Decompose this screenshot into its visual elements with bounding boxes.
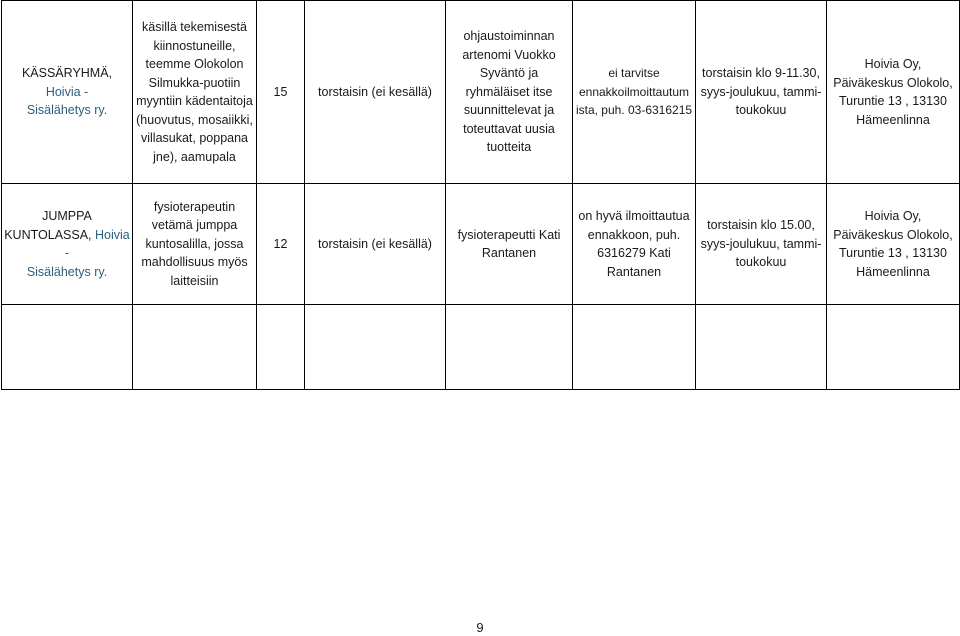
schedule-cell: torstaisin (ei kesällä) [305,1,446,184]
empty-cell [305,305,446,390]
organizer-link[interactable]: Sisälähetys ry. [26,103,108,118]
registration-cell: ei tarvitse ennakkoilmoittautum ista, puh. 03-6316215 [573,1,696,184]
description-cell: käsillä tekemisestä kiinnostuneille, teemme Olokolon Silmukka-puotiin myyntiin kädentaitoja (huovutus, mosaiikki, villasukat, poppana jne), aamupala [133,1,257,184]
organizer-link[interactable]: Sisälähetys ry. [26,264,108,279]
location-cell: Hoivia Oy, Päiväkeskus Olokolo, Turuntie 13 , 13130 Hämeenlinna [827,184,960,305]
empty-cell [257,305,305,390]
organizer-link[interactable]: Hoivia - [45,84,89,99]
leader-cell: ohjaustoiminnan artenomi Vuokko Syväntö ja ryhmäläiset itse suunnittelevat ja toteuttavat uusia tuotteita [446,1,573,184]
participant-count: 12 [257,184,305,305]
empty-cell [573,305,696,390]
organizer-link[interactable]: Hoivia - [64,227,130,260]
page-number: 9 [476,620,484,635]
group-name: JUMPPA [42,209,92,223]
empty-cell [696,305,827,390]
registration-cell: on hyvä ilmoittautua ennakkoon, puh. 6316279 Kati Rantanen [573,184,696,305]
time-cell: torstaisin klo 15.00, syys-joulukuu, tammi- toukokuu [696,184,827,305]
description-cell: fysioterapeutin vetämä jumppa kuntosalilla, jossa mahdollisuus myös laitteisiin [133,184,257,305]
empty-cell [133,305,257,390]
group-name: KÄSSÄRYHMÄ, [21,66,113,81]
location-cell: Hoivia Oy, Päiväkeskus Olokolo, Turuntie 13 , 13130 Hämeenlinna [827,1,960,184]
participant-count: 15 [257,1,305,184]
empty-cell [827,305,960,390]
leader-cell: fysioterapeutti Kati Rantanen [446,184,573,305]
empty-cell [446,305,573,390]
time-cell: torstaisin klo 9-11.30, syys-joulukuu, tammi- toukokuu [696,1,827,184]
group-name: KUNTOLASSA, [4,227,92,242]
activities-table [1,0,960,390]
group-name-cell [2,184,133,305]
empty-cell [2,305,133,390]
group-name-cell [2,1,133,184]
table-row [2,1,960,184]
table-row [2,184,960,305]
schedule-cell: torstaisin (ei kesällä) [305,184,446,305]
table-row [2,305,960,390]
